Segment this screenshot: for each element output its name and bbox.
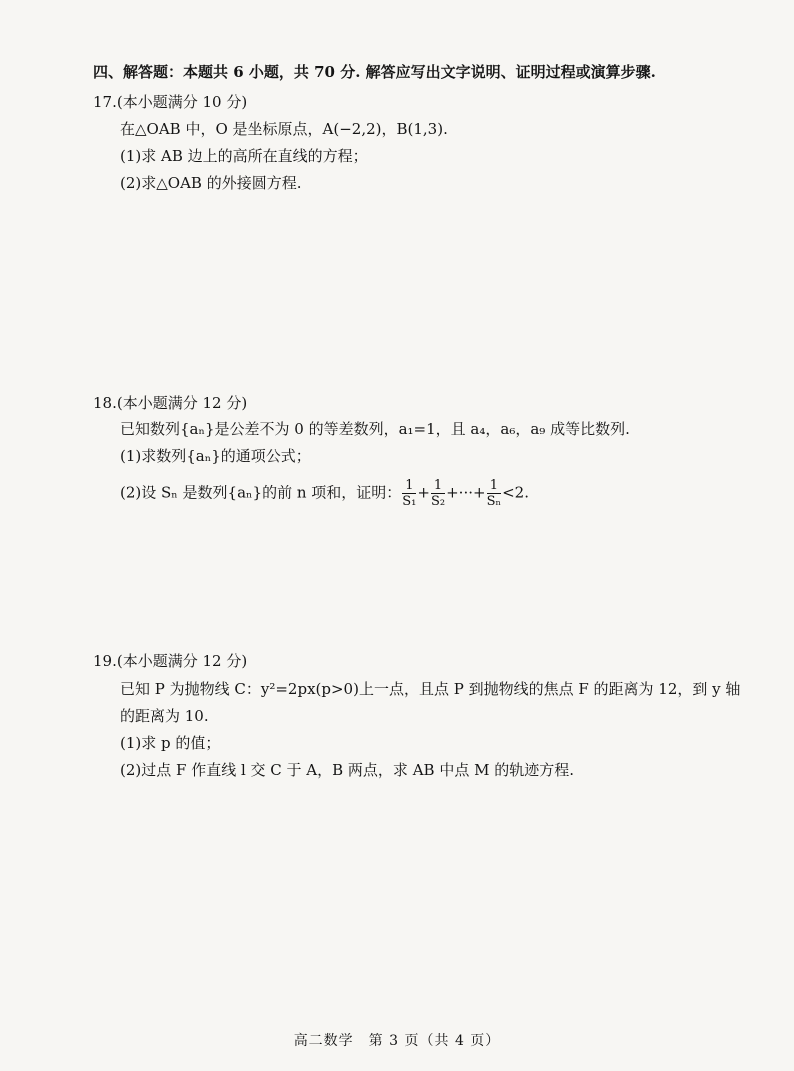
- q18-number: 18.: [93, 394, 117, 412]
- q18-stem: 已知数列{aₙ}是公差不为 0 的等差数列，a₁=1，且 a₄，a₆，a₉ 成等比数列.: [120, 420, 630, 438]
- fraction-1-over-sn: [487, 478, 502, 509]
- q18-header: [93, 393, 247, 413]
- inequality: <2.: [502, 483, 529, 502]
- q17-meta: (本小题满分 10 分): [116, 93, 248, 111]
- q19-stem-line2: 的距离为 10.: [120, 707, 209, 725]
- fraction-numerator: 1: [431, 478, 445, 494]
- q18-part1: (1)求数列{aₙ}的通项公式；: [120, 447, 311, 465]
- fraction-numerator: 1: [402, 478, 416, 494]
- fraction-denominator: S₁: [402, 494, 417, 509]
- q17-number: 17.: [93, 93, 117, 111]
- fraction-1-over-s2: [431, 478, 445, 509]
- q19-number: 19.: [93, 652, 117, 670]
- q19-stem-line1: 已知 P 为抛物线 C：y²=2px(p>0)上一点，且点 P 到抛物线的焦点 F 的距离为 12，到 y 轴: [120, 680, 741, 698]
- q18-part2-text: (2)设 Sₙ 是数列{aₙ}的前 n 项和，证明：: [120, 483, 402, 502]
- section-title: 四、解答题：本题共 6 小题，共 70 分. 解答应写出文字说明、证明过程或演算步骤.: [93, 63, 656, 81]
- q17-stem: 在△OAB 中，O 是坐标原点，A(−2,2)，B(1,3).: [120, 120, 448, 138]
- q17-part2: (2)求△OAB 的外接圆方程.: [120, 174, 302, 192]
- plus-sign: +: [417, 483, 430, 502]
- ellipsis-sum: +···+: [446, 483, 486, 502]
- fraction-denominator: S₂: [430, 494, 446, 509]
- q19-header: [93, 651, 247, 671]
- q19-part2: (2)过点 F 作直线 l 交 C 于 A，B 两点，求 AB 中点 M 的轨迹方程.: [120, 761, 574, 779]
- q19-meta: (本小题满分 12 分): [116, 652, 248, 670]
- fraction-numerator: 1: [487, 478, 502, 494]
- q18-part2: [120, 478, 529, 509]
- fraction-1-over-s1: [402, 478, 416, 509]
- q18-meta: (本小题满分 12 分): [116, 394, 248, 412]
- q19-part1: (1)求 p 的值；: [120, 734, 221, 752]
- page-footer: 高二数学 第 3 页（共 4 页）: [293, 1033, 501, 1049]
- fraction-denominator: Sₙ: [486, 494, 502, 509]
- q17-header: [93, 92, 247, 112]
- q17-part1: (1)求 AB 边上的高所在直线的方程；: [120, 147, 368, 165]
